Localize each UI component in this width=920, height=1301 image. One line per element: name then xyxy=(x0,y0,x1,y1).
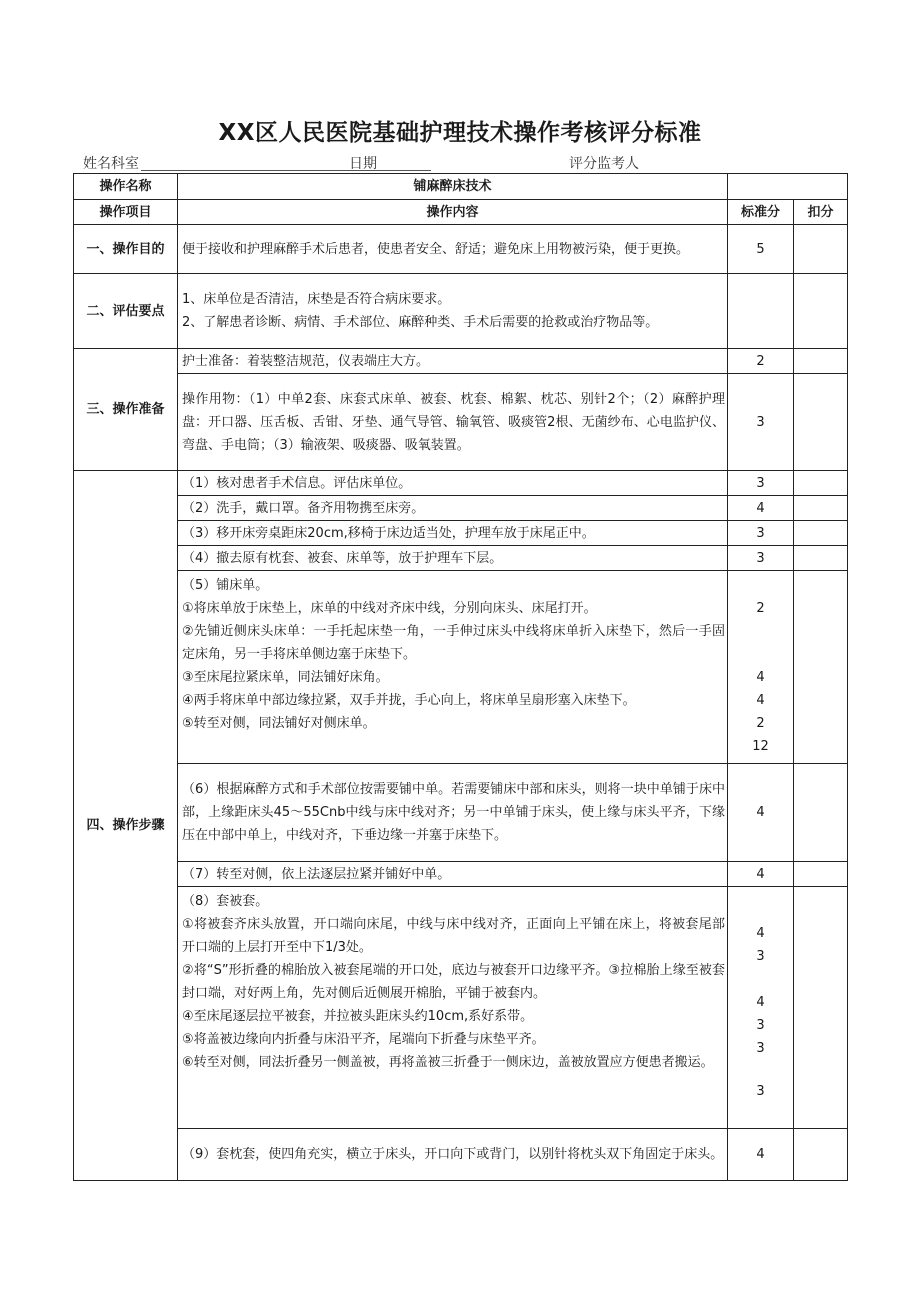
step-9-text xyxy=(178,1129,728,1181)
step-8-e: ⑥转至对侧，同法折叠另一侧盖被，再将盖被三折叠于一侧床边，盖被放置应方便患者搬运。 xyxy=(182,1055,714,1070)
row-step-8 xyxy=(74,887,848,1129)
step-5-score-gap xyxy=(730,620,791,666)
step-8-score-d: 3 xyxy=(756,1018,765,1033)
step-8-score-f: 3 xyxy=(756,1084,765,1099)
step-8-score-a: 4 xyxy=(756,926,765,941)
step-6-deduct xyxy=(794,764,848,862)
op-name-value: 铺麻醉床技术 xyxy=(178,174,728,200)
step-5-a: ①将床单放于床垫上，床单的中线对齐床中线，分别向床头、床尾打开。 xyxy=(182,601,597,616)
row-step-1 xyxy=(74,471,848,496)
step-5-deduct xyxy=(794,571,848,764)
step-8-c: ④至床尾逐层拉平被套，并拉被头距床头约10cm,系好系带。 xyxy=(182,1009,534,1024)
steps-label: 四、操作步骤 xyxy=(74,471,178,1181)
row-step-2 xyxy=(74,496,848,521)
step-3-deduct xyxy=(794,521,848,546)
content-label: 操作内容 xyxy=(178,200,728,225)
step-5-title: （5）铺床单。 xyxy=(182,578,269,593)
prep-items-text xyxy=(178,374,728,471)
step-7-score: 4 xyxy=(728,862,794,887)
step-9-score: 4 xyxy=(728,1129,794,1181)
step-5-score-a: 2 xyxy=(756,601,765,616)
step-5-text xyxy=(178,571,728,764)
step-3-text: （3）移开床旁桌距床20cm,移椅于床边适当处，护理车放于床尾正中。 xyxy=(178,521,728,546)
info-line xyxy=(83,153,843,173)
step-5-b: ②先铺近侧床头床单：一手托起床垫一角，一手伸过床头中线将床单折入床垫下，然后一手固定床角，另一手将床单侧边塞于床垫下。 xyxy=(182,624,725,662)
step-8-a: ①将被套齐床头放置，开口端向床尾，中线与床中线对齐，正面向上平铺在床上，将被套尾部开口端的上层打开至中下1/3处。 xyxy=(182,917,725,955)
assess-score xyxy=(728,274,794,349)
step-8-b: ②将“S”形折叠的棉胎放入被套尾端的开口处，底边与被套开口边缘平齐。③拉棉胎上缘至被套封口端，对好两上角，先对侧后近侧展开棉胎，平铺于被套内。 xyxy=(182,963,725,1001)
step-8-scores xyxy=(728,887,794,1129)
name-dept-label: 姓名科室 xyxy=(83,156,139,172)
page-title: XX区人民医院基础护理技术操作考核评分标准 xyxy=(218,120,702,146)
prep-label: 三、操作准备 xyxy=(74,349,178,471)
purpose-deduct xyxy=(794,225,848,274)
step-8-score-gap-1 xyxy=(730,968,791,991)
assess-line-1: 1、床单位是否清洁，床垫是否符合病床要求。 xyxy=(182,292,451,307)
step-5-e: ⑤转至对侧，同法铺好对侧床单。 xyxy=(182,716,376,731)
step-7-text: （7）转至对侧，依上法逐层拉紧并铺好中单。 xyxy=(178,862,728,887)
std-score-label: 标准分 xyxy=(728,200,794,225)
header-row-op-name xyxy=(74,174,848,200)
step-9-content: （9）套枕套，使四角充实，横立于床头，开口向下或背门，以别针将枕头双下角固定于床头。 xyxy=(182,1147,724,1162)
assess-text xyxy=(178,274,728,349)
scoring-table xyxy=(73,173,848,1181)
step-2-deduct xyxy=(794,496,848,521)
row-prep-nurse xyxy=(74,349,848,374)
row-step-6 xyxy=(74,764,848,862)
row-prep-items xyxy=(74,374,848,471)
step-1-score: 3 xyxy=(728,471,794,496)
assess-deduct xyxy=(794,274,848,349)
step-5-d: ④两手将床单中部边缘拉紧，双手并拢，手心向上，将床单呈扇形塞入床垫下。 xyxy=(182,693,636,708)
prep-items-score: 3 xyxy=(728,374,794,471)
step-9-deduct xyxy=(794,1129,848,1181)
step-5-score-e: 12 xyxy=(752,739,769,754)
op-name-label: 操作名称 xyxy=(74,174,178,200)
step-8-score-c: 4 xyxy=(756,995,765,1010)
step-8-score-b: 3 xyxy=(756,949,765,964)
step-4-deduct xyxy=(794,546,848,571)
prep-items-content: 操作用物：（1）中单2套、床套式床单、被套、枕套、棉絮、枕芯、别针2个；（2）麻醉护理盘：开口器、压舌板、舌钳、牙垫、通气导管、输氧管、吸痰管2根、无菌纱布、心电监护仪、弯盘、手电筒；（3）输液架、吸痰器、吸氧装置。 xyxy=(182,391,725,453)
step-8-deduct xyxy=(794,887,848,1129)
step-5-score-b: 4 xyxy=(756,670,765,685)
row-step-5 xyxy=(74,571,848,764)
step-6-content: （6）根据麻醉方式和手术部位按需要铺中单。若需要铺床中部和床头，则将一块中单铺于床中部，上缘距床头45～55Cnb中线与床中线对齐；另一中单铺于床头，使上缘与床头平齐，下缘压在中部中单上，中线对齐，下垂边缘一并塞于床垫下。 xyxy=(182,782,725,843)
step-8-text xyxy=(178,887,728,1129)
step-5-c: ③至床尾拉紧床单，同法铺好床角。 xyxy=(182,670,389,685)
item-label: 操作项目 xyxy=(74,200,178,225)
row-step-7 xyxy=(74,862,848,887)
row-step-3 xyxy=(74,521,848,546)
step-2-text: （2）洗手，戴口罩。备齐用物携至床旁。 xyxy=(178,496,728,521)
purpose-score: 5 xyxy=(728,225,794,274)
assess-label: 二、评估要点 xyxy=(74,274,178,349)
row-step-4 xyxy=(74,546,848,571)
purpose-text xyxy=(178,225,728,274)
step-6-text xyxy=(178,764,728,862)
step-2-score: 4 xyxy=(728,496,794,521)
prep-nurse-score: 2 xyxy=(728,349,794,374)
prep-items-deduct xyxy=(794,374,848,471)
step-8-score-e: 3 xyxy=(756,1041,765,1056)
row-purpose xyxy=(74,225,848,274)
prep-nurse-text: 护士准备：着装整洁规范，仪表端庄大方。 xyxy=(178,349,728,374)
op-name-blank xyxy=(728,174,848,200)
prep-nurse-deduct xyxy=(794,349,848,374)
step-1-deduct xyxy=(794,471,848,496)
step-4-text: （4）撤去原有枕套、被套、床单等，放于护理车下层。 xyxy=(178,546,728,571)
step-5-score-c: 4 xyxy=(756,693,765,708)
step-8-title: （8）套被套。 xyxy=(182,894,269,909)
deduct-label: 扣分 xyxy=(794,200,848,225)
step-7-deduct xyxy=(794,862,848,887)
date-label: 日期 xyxy=(349,156,377,172)
step-5-score-d: 2 xyxy=(756,716,765,731)
row-step-9 xyxy=(74,1129,848,1181)
assess-line-2: 2、了解患者诊断、病情、手术部位、麻醉种类、手术后需要的抢救或治疗物品等。 xyxy=(182,315,659,330)
examiner-label: 评分监考人 xyxy=(569,156,639,172)
step-8-d: ⑤将盖被边缘向内折叠与床沿平齐，尾端向下折叠与床垫平齐。 xyxy=(182,1032,545,1047)
purpose-content: 便于接收和护理麻醉手术后患者，使患者安全、舒适；避免床上用物被污染，便于更换。 xyxy=(182,241,690,257)
step-3-score: 3 xyxy=(728,521,794,546)
name-underline xyxy=(141,170,431,171)
step-1-text: （1）核对患者手术信息。评估床单位。 xyxy=(178,471,728,496)
header-row-columns xyxy=(74,200,848,225)
step-4-score: 3 xyxy=(728,546,794,571)
step-6-score: 4 xyxy=(728,764,794,862)
row-assess xyxy=(74,274,848,349)
purpose-label: 一、操作目的 xyxy=(74,225,178,274)
step-5-scores xyxy=(728,571,794,764)
step-8-score-gap-2 xyxy=(730,1060,791,1080)
